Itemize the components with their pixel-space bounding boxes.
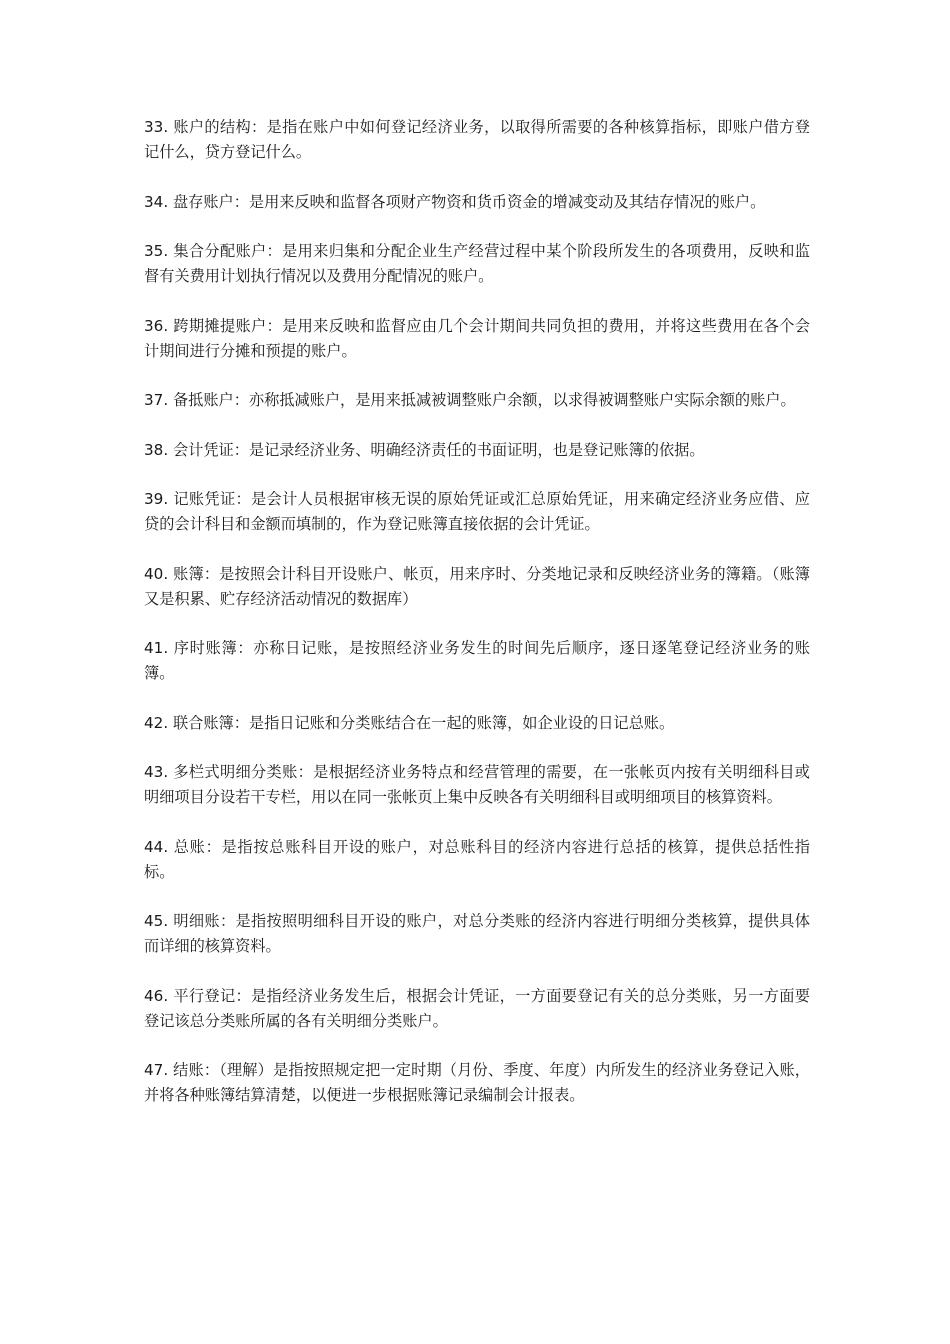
entry-41: 41. 序时账簿：亦称日记账，是按照经济业务发生的时间先后顺序，逐日逐笔登记经济业务的账簿。: [144, 639, 810, 682]
entry-39: 39. 记账凭证：是会计人员根据审核无误的原始凭证或汇总原始凭证，用来确定经济业务应借、应贷的会计科目和金额而填制的，作为登记账簿直接依据的会计凭证。: [144, 490, 810, 533]
entry-34: 34. 盘存账户：是用来反映和监督各项财产物资和货币资金的增减变动及其结存情况的账户。: [144, 192, 766, 211]
entry-38: 38. 会计凭证：是记录经济业务、明确经济责任的书面证明，也是登记账簿的依据。: [144, 440, 705, 459]
entry-33: 33. 账户的结构：是指在账户中如何登记经济业务，以取得所需要的各种核算指标，即账户借方登记什么，贷方登记什么。: [144, 118, 810, 161]
entry-36: 36. 跨期摊提账户：是用来反映和监督应由几个会计期间共同负担的费用，并将这些费用在各个会计期间进行分摊和预提的账户。: [144, 316, 810, 360]
entry-45: 45. 明细账：是指按照明细科目开设的账户，对总分类账的经济内容进行明细分类核算，提供具体而详细的核算资料。: [144, 912, 810, 955]
glossary-list: [144, 115, 810, 1133]
entry-44: 44. 总账：是指按总账科目开设的账户，对总账科目的经济内容进行总括的核算，提供总括性指标。: [144, 837, 810, 881]
entry-47: 47. 结账：（理解）是指按照规定把一定时期（月份、季度、年度）内所发生的经济业务登记入账，并将各种账簿结算清楚，以便进一步根据账簿记录编制会计报表。: [144, 1061, 810, 1104]
entry-35: 35. 集合分配账户：是用来归集和分配企业生产经营过程中某个阶段所发生的各项费用，反映和监督有关费用计划执行情况以及费用分配情况的账户。: [144, 242, 810, 285]
entry-40: 40. 账簿：是按照会计科目开设账户、帐页，用来序时、分类地记录和反映经济业务的簿籍。（账簿又是积累、贮存经济活动情况的数据库）: [144, 564, 810, 608]
entry-37: 37. 备抵账户：亦称抵减账户，是用来抵减被调整账户余额，以求得被调整账户实际余额的账户。: [144, 391, 796, 409]
entry-42: 42. 联合账簿：是指日记账和分类账结合在一起的账簿，如企业设的日记总账。: [144, 713, 675, 732]
entry-46: 46. 平行登记：是指经济业务发生后，根据会计凭证，一方面要登记有关的总分类账，另一方面要登记该总分类账所属的各有关明细分类账户。: [144, 986, 810, 1030]
entry-43: 43. 多栏式明细分类账：是根据经济业务特点和经营管理的需要，在一张帐页内按有关明细科目或明细项目分设若干专栏，用以在同一张帐页上集中反映各有关明细科目或明细项目的核算资料。: [144, 763, 810, 806]
